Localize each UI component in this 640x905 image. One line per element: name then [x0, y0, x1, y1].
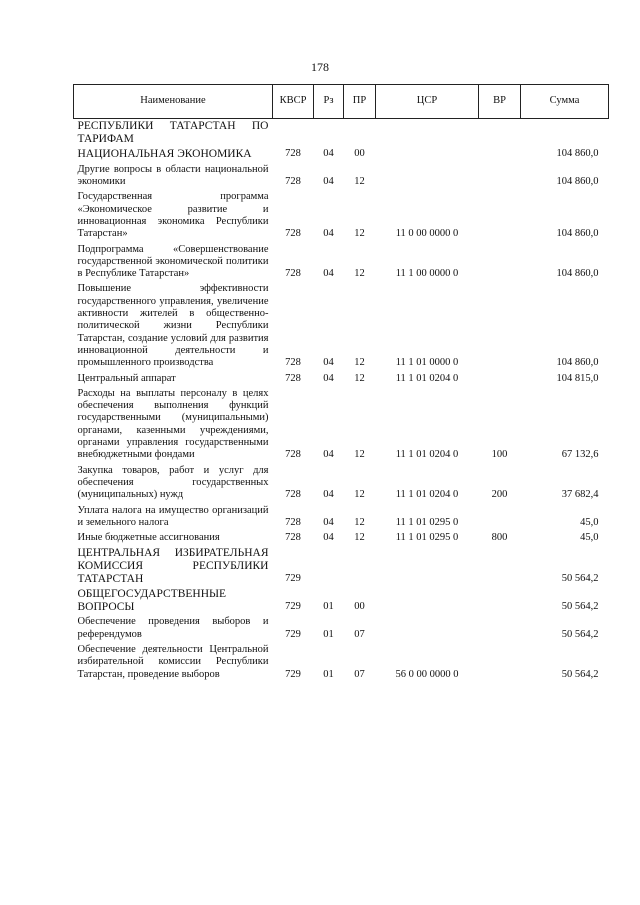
row-kvsr: 729	[285, 601, 301, 613]
row-vr	[479, 243, 521, 283]
row-sum: 50 564,2	[561, 668, 599, 680]
row-kvsr: 729	[285, 628, 301, 640]
row-sum	[521, 119, 609, 148]
table-row	[74, 372, 609, 387]
table-body	[74, 119, 609, 683]
row-pr: 12	[354, 516, 365, 528]
header-rz: Рз	[314, 85, 344, 119]
table-row	[74, 243, 609, 283]
row-name: Обеспечение проведения выборов и референдумов	[77, 616, 269, 640]
row-vr	[479, 504, 521, 532]
table-row	[74, 587, 609, 615]
row-rz: 01	[323, 668, 334, 680]
row-kvsr: 728	[285, 532, 301, 544]
row-csr	[376, 163, 479, 191]
row-kvsr: 728	[285, 357, 301, 369]
row-csr: 11 1 01 0295 0	[395, 532, 459, 544]
budget-table	[73, 84, 609, 683]
row-vr	[479, 643, 521, 683]
row-rz: 04	[323, 176, 334, 188]
row-pr: 00	[354, 601, 365, 613]
row-csr: 11 1 00 0000 0	[395, 268, 459, 280]
row-name: Повышение эффективности государственного управления, увеличение активности жителей в общественно-политической жизни Республики Татарстан, создание условий для развития инновационной деятельности и промышленного производства	[77, 283, 269, 369]
table-row	[74, 147, 609, 163]
row-kvsr: 729	[285, 668, 301, 680]
table-row	[74, 504, 609, 532]
table-row	[74, 119, 609, 148]
header-pr: ПР	[344, 85, 376, 119]
row-pr: 12	[354, 449, 365, 461]
row-kvsr: 728	[285, 148, 301, 160]
header-vr: ВР	[479, 85, 521, 119]
row-csr	[376, 147, 479, 163]
row-sum: 104 860,0	[556, 148, 599, 160]
row-name: Расходы на выплаты персоналу в целях обеспечения выполнения функций государственными (муниципальными) органами, казенными учреждениями, органами управления государственными внебюджетными фондами	[77, 387, 269, 461]
row-vr	[479, 190, 521, 242]
header-sum: Сумма	[521, 85, 609, 119]
row-csr: 11 0 00 0000 0	[395, 228, 459, 240]
row-kvsr: 728	[285, 228, 301, 240]
row-kvsr: 728	[285, 372, 301, 384]
row-sum: 104 860,0	[556, 268, 599, 280]
row-vr	[479, 282, 521, 371]
row-vr: 100	[491, 449, 508, 461]
row-vr	[479, 372, 521, 387]
row-csr: 11 1 01 0204 0	[395, 489, 459, 501]
row-pr: 12	[354, 268, 365, 280]
row-pr: 12	[354, 176, 365, 188]
row-rz: 04	[323, 357, 334, 369]
row-kvsr: 728	[285, 176, 301, 188]
row-vr	[479, 163, 521, 191]
row-vr	[479, 615, 521, 643]
row-csr	[376, 615, 479, 643]
row-kvsr: 728	[285, 516, 301, 528]
row-sum: 104 860,0	[556, 357, 599, 369]
row-pr: 12	[354, 228, 365, 240]
table-row	[74, 643, 609, 683]
row-name: РЕСПУБЛИКИ ТАТАРСТАН ПО ТАРИФАМ	[77, 120, 269, 145]
row-name: НАЦИОНАЛЬНАЯ ЭКОНОМИКА	[77, 148, 252, 161]
header-name: Наименование	[74, 85, 273, 119]
table-row	[74, 163, 609, 191]
row-kvsr: 728	[285, 489, 301, 501]
row-csr	[376, 119, 479, 148]
row-pr	[344, 119, 376, 148]
table-row	[74, 531, 609, 546]
row-sum: 50 564,2	[561, 628, 599, 640]
row-rz: 04	[323, 532, 334, 544]
row-name: ЦЕНТРАЛЬНАЯ ИЗБИРАТЕЛЬНАЯ КОМИССИЯ РЕСПУБЛИКИ ТАТАРСТАН	[77, 547, 269, 585]
row-sum: 67 132,6	[561, 449, 599, 461]
row-vr	[479, 546, 521, 587]
row-name: Уплата налога на имущество организаций и земельного налога	[77, 504, 269, 528]
row-pr: 12	[354, 357, 365, 369]
row-kvsr: 729	[285, 572, 301, 584]
row-rz	[314, 119, 344, 148]
row-sum: 104 860,0	[556, 228, 599, 240]
row-rz: 04	[323, 268, 334, 280]
row-rz	[314, 546, 344, 587]
row-vr: 200	[491, 489, 508, 501]
table-row	[74, 190, 609, 242]
row-vr: 800	[491, 532, 508, 544]
table-row	[74, 546, 609, 587]
table-row	[74, 282, 609, 371]
table-row	[74, 387, 609, 464]
row-csr: 56 0 00 0000 0	[395, 668, 459, 680]
row-csr: 11 1 01 0000 0	[395, 357, 459, 369]
row-pr	[344, 546, 376, 587]
header-csr: ЦСР	[376, 85, 479, 119]
row-sum: 50 564,2	[561, 601, 599, 613]
row-name: Подпрограмма «Совершенствование государственной экономической политики в Республике Татарстан»	[77, 243, 269, 280]
row-sum: 50 564,2	[561, 572, 599, 584]
row-sum: 45,0	[580, 516, 599, 528]
header-kvsr: КВСР	[273, 85, 314, 119]
row-rz: 04	[323, 489, 334, 501]
row-pr: 07	[354, 628, 365, 640]
row-rz: 04	[323, 516, 334, 528]
row-pr: 12	[354, 372, 365, 384]
row-name: Иные бюджетные ассигнования	[77, 532, 220, 544]
row-pr: 12	[354, 489, 365, 501]
row-kvsr: 728	[285, 268, 301, 280]
row-name: Обеспечение деятельности Центральной избирательной комиссии Республики Татарстан, проведение выборов	[77, 643, 269, 680]
row-pr: 07	[354, 668, 365, 680]
row-sum: 104 815,0	[556, 372, 599, 384]
row-csr: 11 1 01 0204 0	[395, 372, 459, 384]
row-vr	[479, 587, 521, 615]
row-vr	[479, 119, 521, 148]
row-rz: 04	[323, 228, 334, 240]
row-pr: 00	[354, 148, 365, 160]
row-name: Другие вопросы в области национальной экономики	[77, 163, 269, 188]
page-number: 178	[311, 60, 329, 74]
row-rz: 04	[323, 148, 334, 160]
row-csr	[376, 546, 479, 587]
row-rz: 01	[323, 601, 334, 613]
row-sum: 104 860,0	[556, 176, 599, 188]
table-row	[74, 464, 609, 504]
row-vr	[479, 147, 521, 163]
row-kvsr: 728	[285, 449, 301, 461]
row-name: Центральный аппарат	[77, 372, 176, 384]
row-csr	[376, 587, 479, 615]
table-row	[74, 615, 609, 643]
row-name: Закупка товаров, работ и услуг для обеспечения государственных (муниципальных) нужд	[77, 464, 269, 501]
row-csr: 11 1 01 0204 0	[395, 449, 459, 461]
row-sum: 45,0	[580, 532, 599, 544]
row-name: ОБЩЕГОСУДАРСТВЕННЫЕ ВОПРОСЫ	[77, 588, 227, 613]
row-name: Государственная программа «Экономическое развитие и инновационная экономика Республики Татарстан»	[77, 191, 269, 240]
row-csr: 11 1 01 0295 0	[395, 516, 459, 528]
row-rz: 04	[323, 372, 334, 384]
row-rz: 01	[323, 628, 334, 640]
row-sum: 37 682,4	[561, 489, 599, 501]
row-kvsr	[273, 119, 314, 148]
row-pr: 12	[354, 532, 365, 544]
row-rz: 04	[323, 449, 334, 461]
table-header	[74, 85, 609, 119]
